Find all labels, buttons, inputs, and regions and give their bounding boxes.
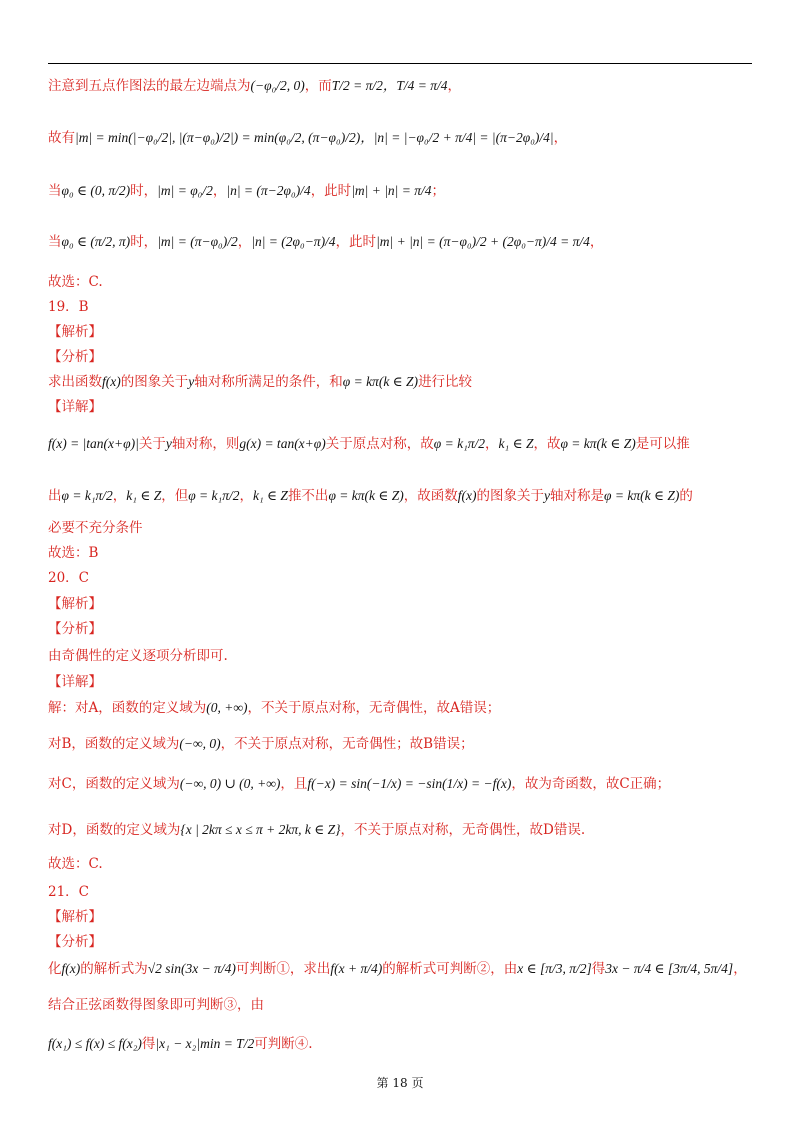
math-expression: φ = kπ(k ∈ Z)	[342, 374, 419, 389]
line-text: ，此时	[335, 234, 377, 250]
text-line	[48, 488, 760, 504]
line-text: 故有	[48, 130, 75, 146]
math-expression: {x | 2kπ ≤ x ≤ π + 2kπ, k ∈ Z}	[180, 822, 341, 837]
line-text: 轴对称，则	[171, 436, 240, 452]
math-expression: |n| = (2φ₀−π)/4	[251, 234, 336, 249]
line-text: ，但	[161, 488, 189, 504]
text-line	[48, 776, 760, 792]
line-text: ，	[237, 234, 252, 250]
math-expression: y	[544, 488, 550, 503]
math-expression: f(x)	[102, 374, 121, 389]
line-text: 【分析】	[48, 934, 102, 950]
math-expression: f(x + π/4)	[330, 961, 383, 976]
text-line	[48, 436, 760, 452]
line-text: 化	[48, 961, 62, 977]
text-line	[48, 674, 760, 690]
math-expression: k₁ ∈ Z	[498, 436, 534, 451]
text-line	[48, 349, 760, 365]
line-text: ，而	[304, 78, 332, 94]
text-line	[48, 736, 760, 752]
text-line	[48, 299, 760, 315]
line-text: ，	[733, 961, 747, 977]
math-expression: φ = k₁π/2	[433, 436, 486, 451]
line-text: 轴对称是	[550, 488, 604, 504]
text-line	[48, 621, 760, 637]
text-line	[48, 822, 760, 838]
line-text: 的解析式为	[80, 961, 148, 977]
text-line	[48, 274, 760, 290]
text-line	[48, 570, 760, 586]
line-text: 得	[141, 1036, 156, 1052]
text-line	[48, 648, 760, 664]
text-line	[48, 78, 760, 94]
header-rule	[48, 63, 752, 64]
text-line	[48, 700, 760, 716]
math-expression: φ₀ ∈ (π/2, π)	[61, 234, 131, 249]
line-text: 的图象关于	[120, 374, 189, 390]
math-expression: y	[188, 374, 195, 389]
line-text: 由奇偶性的定义逐项分析即可.	[48, 648, 228, 664]
math-expression: |n| = (π−2φ₀)/4	[226, 183, 311, 198]
line-text: 21．C	[48, 884, 90, 900]
math-expression: 3x − π/4 ∈ [3π/4, 5π/4]	[605, 961, 734, 976]
line-text: 关于原点对称，故	[325, 436, 434, 452]
text-line	[48, 934, 760, 950]
line-text: 当	[48, 183, 62, 199]
line-text: 故选：C.	[48, 274, 103, 290]
text-line	[48, 399, 760, 415]
line-text: 的解析式可判断②，由	[382, 961, 518, 977]
math-expression: (−φ₀/2, 0)	[250, 78, 305, 93]
math-expression: φ = kπ(k ∈ Z)	[560, 436, 636, 451]
line-text: 必要不充分条件	[48, 520, 143, 536]
line-text: 关于	[138, 436, 166, 452]
text-line	[48, 374, 760, 390]
math-expression: √2 sin(3x − π/4)	[147, 961, 236, 976]
line-text: 20．C	[48, 570, 90, 586]
line-text: 是可以推	[635, 436, 690, 452]
line-text: ；	[431, 183, 446, 199]
line-text: ，不关于原点对称，无奇偶性，故A错误；	[247, 700, 501, 716]
line-text: ，故为奇函数，故C正确；	[511, 776, 671, 792]
math-expression: g(x) = tan(x+φ)	[239, 436, 326, 451]
line-text: 结合正弦函数得图象即可判断③，由	[48, 997, 264, 1013]
math-expression: φ₀ ∈ (0, π/2)	[61, 183, 131, 198]
line-text: 的	[679, 488, 693, 504]
math-expression: f(x)	[457, 488, 477, 503]
line-text: 对D，函数的定义域为	[48, 822, 181, 838]
math-expression: x ∈ [π/3, π/2]	[517, 961, 592, 976]
math-expression: y	[165, 436, 172, 451]
text-line	[48, 909, 760, 925]
line-text: ，	[485, 436, 499, 452]
line-text: 出	[48, 488, 62, 504]
line-text: 故选：C.	[48, 856, 103, 872]
line-text: 注意到五点作图法的最左边端点为	[48, 78, 251, 94]
line-text: 可判断①，求出	[235, 961, 331, 977]
line-text: 19．B	[48, 299, 89, 315]
math-expression: f(x) = |tan(x+φ)|	[48, 436, 139, 451]
math-expression: (−∞, 0) ∪ (0, +∞)	[179, 776, 281, 791]
line-text: 进行比较	[418, 374, 473, 390]
line-text: 对B，函数的定义域为	[48, 736, 180, 752]
line-text: 【详解】	[48, 399, 102, 415]
line-text: 轴对称所满足的条件，和	[194, 374, 343, 390]
text-line	[48, 961, 760, 977]
math-expression: f(x₁) ≤ f(x) ≤ f(x₂)	[48, 1036, 142, 1051]
line-text: ，	[447, 78, 462, 94]
text-line	[48, 856, 760, 872]
math-expression: φ = kπ(k ∈ Z)	[604, 488, 680, 503]
math-expression: |m| + |n| = π/4	[351, 183, 432, 198]
line-text: 【解析】	[48, 909, 102, 925]
text-line	[48, 884, 760, 900]
math-expression: φ = k₁π/2	[188, 488, 240, 503]
math-expression: (−∞, 0)	[179, 736, 221, 751]
line-text: ，	[212, 183, 227, 199]
line-text: ，不关于原点对称，无奇偶性；故B错误；	[220, 736, 474, 752]
math-expression: f(x)	[61, 961, 81, 976]
math-expression: |m| = min(|−φ₀/2|, |(π−φ₀)/2|) = min(φ₀/2, (π−φ₀)/2)，|n| = |−φ₀/2 + π/4| = |(π−2φ₀)/4|	[75, 130, 554, 145]
line-text: 【分析】	[48, 349, 102, 365]
text-line	[48, 324, 760, 340]
line-text: 推不出	[287, 488, 329, 504]
math-expression: φ = kπ(k ∈ Z)	[328, 488, 404, 503]
line-text: 故选：B	[48, 545, 99, 561]
line-text: 【详解】	[48, 674, 102, 690]
math-expression: (0, +∞)	[206, 700, 248, 715]
math-expression: φ = k₁π/2	[61, 488, 113, 503]
line-text: ，故函数	[403, 488, 458, 504]
text-line	[48, 183, 760, 199]
line-text: 求出函数	[48, 374, 102, 390]
line-text: ，	[589, 234, 604, 250]
text-line	[48, 520, 760, 536]
text-line	[48, 596, 760, 612]
line-text: 【解析】	[48, 596, 102, 612]
line-text: 时，	[130, 183, 158, 199]
line-text: 可判断④.	[254, 1036, 313, 1052]
line-text: 【解析】	[48, 324, 102, 340]
line-text: ，故	[533, 436, 561, 452]
math-expression: |m| + |n| = (π−φ₀)/2 + (2φ₀−π)/4 = π/4	[376, 234, 590, 249]
math-expression: f(−x) = sin(−1/x) = −sin(1/x) = −f(x)	[307, 776, 512, 791]
line-text: 【分析】	[48, 621, 102, 637]
text-line	[48, 130, 760, 146]
line-text: 的图象关于	[476, 488, 544, 504]
text-line	[48, 234, 760, 250]
page-footer: 第 18 页	[376, 1076, 424, 1090]
line-text: 当	[48, 234, 62, 250]
text-line	[48, 997, 760, 1013]
math-expression: |x₁ − x₂|min = T/2	[155, 1036, 255, 1051]
line-text: 解：对A，函数的定义域为	[48, 700, 207, 716]
line-text: 对C，函数的定义域为	[48, 776, 180, 792]
line-text: 时，	[130, 234, 158, 250]
line-text: ，不关于原点对称，无奇偶性，故D错误.	[340, 822, 586, 838]
math-expression: |m| = (π−φ₀)/2	[157, 234, 238, 249]
math-expression: k₁ ∈ Z	[253, 488, 288, 503]
line-text: ，	[112, 488, 127, 504]
math-expression: |m| = φ₀/2	[157, 183, 213, 198]
math-expression: T/2 = π/2，T/4 = π/4	[331, 78, 448, 93]
line-text: ，此时	[310, 183, 352, 199]
line-text: 得	[591, 961, 606, 977]
text-line	[48, 1036, 760, 1052]
line-text: ，	[239, 488, 253, 504]
math-expression: k₁ ∈ Z	[126, 488, 162, 503]
line-text: ，	[553, 130, 568, 146]
line-text: ，且	[280, 776, 308, 792]
text-line	[48, 545, 760, 561]
